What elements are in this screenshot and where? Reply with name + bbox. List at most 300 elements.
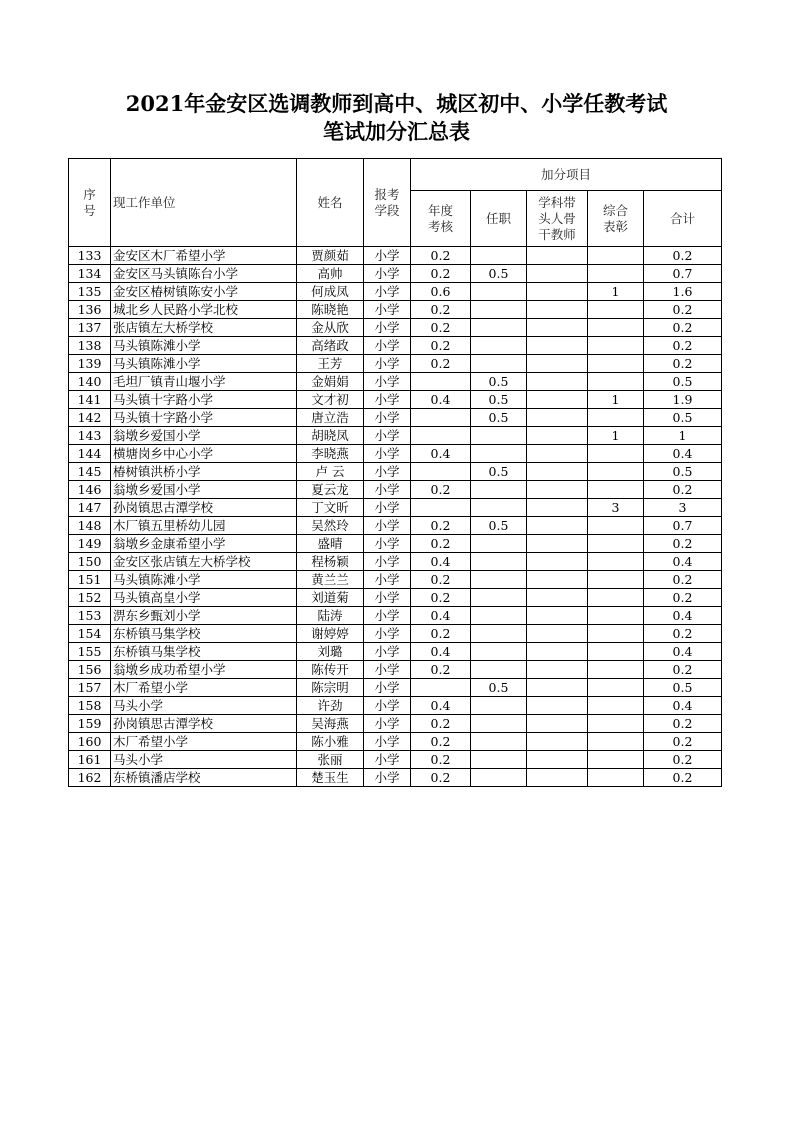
cell-name: 许劲 <box>297 697 364 715</box>
cell-stage: 小学 <box>364 553 411 571</box>
cell-unit: 木厂希望小学 <box>111 679 297 697</box>
cell-award <box>588 319 644 337</box>
cell-leader <box>527 481 588 499</box>
cell-unit: 金安区椿树镇陈安小学 <box>111 283 297 301</box>
cell-annual <box>411 679 471 697</box>
cell-unit: 木厂镇五里桥幼儿园 <box>111 517 297 535</box>
cell-post <box>471 625 527 643</box>
table-row <box>69 553 722 571</box>
cell-name: 文才初 <box>297 391 364 409</box>
cell-post <box>471 571 527 589</box>
cell-unit: 东桥镇马集学校 <box>111 625 297 643</box>
cell-total: 0.2 <box>644 571 722 589</box>
cell-unit: 马头镇陈滩小学 <box>111 337 297 355</box>
table-row <box>69 409 722 427</box>
cell-leader <box>527 589 588 607</box>
cell-stage: 小学 <box>364 373 411 391</box>
cell-annual: 0.2 <box>411 661 471 679</box>
cell-seq: 143 <box>69 427 111 445</box>
cell-stage: 小学 <box>364 715 411 733</box>
cell-post <box>471 481 527 499</box>
cell-stage: 小学 <box>364 751 411 769</box>
cell-award: 1 <box>588 427 644 445</box>
cell-annual: 0.2 <box>411 571 471 589</box>
cell-name: 陈传开 <box>297 661 364 679</box>
cell-post: 0.5 <box>471 679 527 697</box>
cell-total: 0.2 <box>644 247 722 265</box>
cell-name: 吴然玲 <box>297 517 364 535</box>
cell-name: 刘璐 <box>297 643 364 661</box>
cell-seq: 138 <box>69 337 111 355</box>
table-row <box>69 643 722 661</box>
cell-post <box>471 499 527 517</box>
cell-stage: 小学 <box>364 517 411 535</box>
cell-name: 吴海燕 <box>297 715 364 733</box>
cell-award <box>588 571 644 589</box>
cell-seq: 160 <box>69 733 111 751</box>
cell-award <box>588 517 644 535</box>
cell-name: 刘道菊 <box>297 589 364 607</box>
cell-unit: 孙岗镇思古潭学校 <box>111 499 297 517</box>
header-total: 合计 <box>644 191 722 247</box>
cell-leader <box>527 247 588 265</box>
cell-total: 0.2 <box>644 481 722 499</box>
cell-post <box>471 661 527 679</box>
table-row <box>69 283 722 301</box>
cell-stage: 小学 <box>364 607 411 625</box>
table-row <box>69 265 722 283</box>
table-row <box>69 589 722 607</box>
cell-award <box>588 355 644 373</box>
cell-award <box>588 445 644 463</box>
cell-stage: 小学 <box>364 535 411 553</box>
cell-award: 1 <box>588 391 644 409</box>
cell-annual: 0.2 <box>411 769 471 787</box>
cell-unit: 东桥镇马集学校 <box>111 643 297 661</box>
cell-post <box>471 355 527 373</box>
cell-name: 陈小雅 <box>297 733 364 751</box>
cell-name: 贾颜茹 <box>297 247 364 265</box>
cell-unit: 金安区张店镇左大桥学校 <box>111 553 297 571</box>
cell-post <box>471 733 527 751</box>
cell-total: 0.4 <box>644 607 722 625</box>
cell-total: 0.2 <box>644 319 722 337</box>
cell-leader <box>527 535 588 553</box>
cell-name: 夏云龙 <box>297 481 364 499</box>
cell-leader <box>527 751 588 769</box>
table-row <box>69 373 722 391</box>
cell-total: 0.5 <box>644 373 722 391</box>
cell-annual: 0.4 <box>411 643 471 661</box>
cell-unit: 张店镇左大桥学校 <box>111 319 297 337</box>
cell-unit: 翁墩乡爱国小学 <box>111 427 297 445</box>
bonus-summary-table <box>68 158 722 787</box>
cell-award <box>588 373 644 391</box>
cell-unit: 横塘岗乡中心小学 <box>111 445 297 463</box>
cell-total: 0.2 <box>644 751 722 769</box>
cell-seq: 155 <box>69 643 111 661</box>
cell-seq: 150 <box>69 553 111 571</box>
document-title-line1: 2021年金安区选调教师到高中、城区初中、小学任教考试 <box>125 91 668 116</box>
cell-award <box>588 643 644 661</box>
cell-annual <box>411 427 471 445</box>
cell-post <box>471 445 527 463</box>
cell-total: 1.6 <box>644 283 722 301</box>
cell-leader <box>527 733 588 751</box>
cell-award <box>588 247 644 265</box>
table-row <box>69 679 722 697</box>
cell-unit: 马头镇陈滩小学 <box>111 355 297 373</box>
cell-name: 谢婷婷 <box>297 625 364 643</box>
cell-post <box>471 589 527 607</box>
table-row <box>69 391 722 409</box>
cell-name: 高帅 <box>297 265 364 283</box>
table-row <box>69 751 722 769</box>
table-row <box>69 625 722 643</box>
cell-total: 1.9 <box>644 391 722 409</box>
cell-seq: 136 <box>69 301 111 319</box>
table-row <box>69 661 722 679</box>
table-row <box>69 247 722 265</box>
cell-post <box>471 319 527 337</box>
cell-seq: 142 <box>69 409 111 427</box>
cell-award <box>588 715 644 733</box>
cell-post <box>471 643 527 661</box>
cell-name: 唐立浩 <box>297 409 364 427</box>
cell-leader <box>527 265 588 283</box>
cell-annual: 0.2 <box>411 265 471 283</box>
cell-leader <box>527 571 588 589</box>
cell-unit: 马头镇高皇小学 <box>111 589 297 607</box>
cell-stage: 小学 <box>364 427 411 445</box>
cell-post <box>471 535 527 553</box>
cell-unit: 椿树镇洪桥小学 <box>111 463 297 481</box>
table-row <box>69 337 722 355</box>
cell-name: 陆涛 <box>297 607 364 625</box>
cell-stage: 小学 <box>364 625 411 643</box>
cell-annual: 0.2 <box>411 517 471 535</box>
cell-name: 程杨颖 <box>297 553 364 571</box>
cell-total: 3 <box>644 499 722 517</box>
cell-seq: 133 <box>69 247 111 265</box>
cell-name: 金从欣 <box>297 319 364 337</box>
cell-award <box>588 589 644 607</box>
cell-leader <box>527 409 588 427</box>
table-body <box>69 247 722 787</box>
table-row <box>69 535 722 553</box>
cell-name: 丁文昕 <box>297 499 364 517</box>
cell-total: 0.2 <box>644 535 722 553</box>
cell-leader <box>527 319 588 337</box>
cell-seq: 147 <box>69 499 111 517</box>
cell-annual <box>411 499 471 517</box>
cell-award <box>588 661 644 679</box>
cell-stage: 小学 <box>364 247 411 265</box>
header-annual: 年度考核 <box>411 191 471 247</box>
cell-stage: 小学 <box>364 499 411 517</box>
cell-annual: 0.2 <box>411 481 471 499</box>
table-row <box>69 607 722 625</box>
cell-seq: 161 <box>69 751 111 769</box>
cell-post <box>471 715 527 733</box>
cell-leader <box>527 427 588 445</box>
cell-stage: 小学 <box>364 733 411 751</box>
cell-seq: 154 <box>69 625 111 643</box>
cell-stage: 小学 <box>364 661 411 679</box>
cell-stage: 小学 <box>364 481 411 499</box>
cell-leader <box>527 463 588 481</box>
table-row <box>69 463 722 481</box>
cell-annual: 0.4 <box>411 697 471 715</box>
cell-name: 高绪政 <box>297 337 364 355</box>
cell-stage: 小学 <box>364 679 411 697</box>
cell-annual: 0.2 <box>411 535 471 553</box>
cell-leader <box>527 715 588 733</box>
cell-total: 0.2 <box>644 355 722 373</box>
table-row <box>69 319 722 337</box>
cell-seq: 152 <box>69 589 111 607</box>
cell-stage: 小学 <box>364 391 411 409</box>
cell-post: 0.5 <box>471 265 527 283</box>
cell-post <box>471 751 527 769</box>
cell-seq: 153 <box>69 607 111 625</box>
cell-seq: 159 <box>69 715 111 733</box>
cell-annual: 0.4 <box>411 391 471 409</box>
cell-total: 0.2 <box>644 337 722 355</box>
cell-post <box>471 301 527 319</box>
cell-annual: 0.2 <box>411 715 471 733</box>
cell-seq: 141 <box>69 391 111 409</box>
cell-unit: 城北乡人民路小学北校 <box>111 301 297 319</box>
cell-leader <box>527 661 588 679</box>
header-bonus-group: 加分项目 <box>411 159 722 191</box>
cell-annual: 0.2 <box>411 247 471 265</box>
cell-leader <box>527 499 588 517</box>
cell-total: 0.2 <box>644 589 722 607</box>
cell-annual: 0.2 <box>411 337 471 355</box>
cell-annual: 0.6 <box>411 283 471 301</box>
cell-award <box>588 337 644 355</box>
cell-leader <box>527 517 588 535</box>
document-title-line2: 笔试加分汇总表 <box>323 119 470 144</box>
cell-unit: 翁墩乡爱国小学 <box>111 481 297 499</box>
cell-unit: 马头小学 <box>111 697 297 715</box>
cell-annual: 0.2 <box>411 625 471 643</box>
cell-total: 0.5 <box>644 679 722 697</box>
cell-unit: 马头镇十字路小学 <box>111 391 297 409</box>
cell-name: 王芳 <box>297 355 364 373</box>
cell-leader <box>527 625 588 643</box>
cell-annual: 0.4 <box>411 607 471 625</box>
cell-award <box>588 733 644 751</box>
cell-total: 0.4 <box>644 553 722 571</box>
cell-seq: 151 <box>69 571 111 589</box>
cell-seq: 148 <box>69 517 111 535</box>
cell-seq: 157 <box>69 679 111 697</box>
cell-award <box>588 553 644 571</box>
cell-seq: 158 <box>69 697 111 715</box>
cell-total: 0.2 <box>644 769 722 787</box>
cell-stage: 小学 <box>364 319 411 337</box>
cell-award <box>588 535 644 553</box>
cell-leader <box>527 445 588 463</box>
cell-name: 楚玉生 <box>297 769 364 787</box>
cell-unit: 孙岗镇思古潭学校 <box>111 715 297 733</box>
cell-unit: 木厂希望小学 <box>111 733 297 751</box>
cell-post: 0.5 <box>471 517 527 535</box>
cell-seq: 139 <box>69 355 111 373</box>
cell-annual <box>411 463 471 481</box>
cell-stage: 小学 <box>364 409 411 427</box>
table-row <box>69 715 722 733</box>
table-row <box>69 697 722 715</box>
cell-leader <box>527 679 588 697</box>
cell-leader <box>527 697 588 715</box>
cell-unit: 翁墩乡金康希望小学 <box>111 535 297 553</box>
cell-annual: 0.4 <box>411 445 471 463</box>
cell-stage: 小学 <box>364 337 411 355</box>
cell-seq: 135 <box>69 283 111 301</box>
cell-award <box>588 769 644 787</box>
table-row <box>69 517 722 535</box>
table-row <box>69 355 722 373</box>
cell-leader <box>527 301 588 319</box>
cell-total: 0.2 <box>644 733 722 751</box>
cell-leader <box>527 337 588 355</box>
cell-name: 卢 云 <box>297 463 364 481</box>
cell-unit: 马头小学 <box>111 751 297 769</box>
cell-award <box>588 607 644 625</box>
cell-unit: 金安区木厂希望小学 <box>111 247 297 265</box>
cell-seq: 137 <box>69 319 111 337</box>
cell-leader <box>527 553 588 571</box>
cell-unit: 马头镇陈滩小学 <box>111 571 297 589</box>
header-seq: 序号 <box>69 159 111 247</box>
cell-annual: 0.4 <box>411 553 471 571</box>
cell-total: 0.5 <box>644 463 722 481</box>
cell-annual: 0.2 <box>411 319 471 337</box>
cell-unit: 淠东乡甄刘小学 <box>111 607 297 625</box>
cell-annual: 0.2 <box>411 751 471 769</box>
table-row <box>69 427 722 445</box>
cell-leader <box>527 283 588 301</box>
cell-annual: 0.2 <box>411 301 471 319</box>
cell-stage: 小学 <box>364 463 411 481</box>
cell-seq: 134 <box>69 265 111 283</box>
cell-award <box>588 463 644 481</box>
table-row <box>69 481 722 499</box>
cell-annual <box>411 373 471 391</box>
cell-post: 0.5 <box>471 373 527 391</box>
cell-leader <box>527 607 588 625</box>
cell-seq: 156 <box>69 661 111 679</box>
cell-post <box>471 247 527 265</box>
header-leader: 学科带头人骨干教师 <box>527 191 588 247</box>
cell-name: 何成凤 <box>297 283 364 301</box>
cell-seq: 145 <box>69 463 111 481</box>
cell-award <box>588 265 644 283</box>
cell-total: 0.7 <box>644 265 722 283</box>
cell-unit: 金安区马头镇陈台小学 <box>111 265 297 283</box>
cell-leader <box>527 355 588 373</box>
cell-seq: 149 <box>69 535 111 553</box>
header-unit: 现工作单位 <box>111 159 297 247</box>
cell-total: 0.2 <box>644 301 722 319</box>
table-row <box>69 301 722 319</box>
cell-award <box>588 679 644 697</box>
cell-annual: 0.2 <box>411 355 471 373</box>
cell-post <box>471 607 527 625</box>
cell-total: 0.5 <box>644 409 722 427</box>
cell-award: 1 <box>588 283 644 301</box>
cell-post <box>471 283 527 301</box>
cell-stage: 小学 <box>364 265 411 283</box>
cell-total: 0.7 <box>644 517 722 535</box>
cell-stage: 小学 <box>364 643 411 661</box>
cell-post <box>471 553 527 571</box>
cell-unit: 毛坦厂镇青山堰小学 <box>111 373 297 391</box>
cell-post <box>471 337 527 355</box>
cell-post <box>471 427 527 445</box>
cell-award <box>588 301 644 319</box>
cell-stage: 小学 <box>364 571 411 589</box>
cell-seq: 162 <box>69 769 111 787</box>
cell-seq: 144 <box>69 445 111 463</box>
cell-seq: 146 <box>69 481 111 499</box>
cell-stage: 小学 <box>364 283 411 301</box>
cell-award <box>588 625 644 643</box>
cell-total: 0.2 <box>644 661 722 679</box>
cell-award: 3 <box>588 499 644 517</box>
cell-award <box>588 409 644 427</box>
cell-award <box>588 481 644 499</box>
table-row <box>69 733 722 751</box>
cell-unit: 翁墩乡成功希望小学 <box>111 661 297 679</box>
cell-stage: 小学 <box>364 301 411 319</box>
cell-name: 金娟娟 <box>297 373 364 391</box>
table-row <box>69 499 722 517</box>
table-row <box>69 571 722 589</box>
cell-post: 0.5 <box>471 391 527 409</box>
cell-name: 陈晓艳 <box>297 301 364 319</box>
header-post: 任职 <box>471 191 527 247</box>
cell-total: 0.2 <box>644 715 722 733</box>
header-name: 姓名 <box>297 159 364 247</box>
cell-stage: 小学 <box>364 355 411 373</box>
cell-name: 胡晓凤 <box>297 427 364 445</box>
table-row <box>69 769 722 787</box>
cell-annual: 0.2 <box>411 589 471 607</box>
cell-post <box>471 697 527 715</box>
cell-name: 张丽 <box>297 751 364 769</box>
cell-name: 李晓燕 <box>297 445 364 463</box>
cell-annual <box>411 409 471 427</box>
cell-stage: 小学 <box>364 697 411 715</box>
cell-seq: 140 <box>69 373 111 391</box>
cell-total: 1 <box>644 427 722 445</box>
header-stage: 报考学段 <box>364 159 411 247</box>
cell-total: 0.4 <box>644 643 722 661</box>
cell-leader <box>527 643 588 661</box>
cell-post: 0.5 <box>471 463 527 481</box>
cell-name: 陈宗明 <box>297 679 364 697</box>
cell-total: 0.4 <box>644 697 722 715</box>
cell-post: 0.5 <box>471 409 527 427</box>
cell-leader <box>527 391 588 409</box>
cell-annual: 0.2 <box>411 733 471 751</box>
cell-post <box>471 769 527 787</box>
cell-stage: 小学 <box>364 589 411 607</box>
